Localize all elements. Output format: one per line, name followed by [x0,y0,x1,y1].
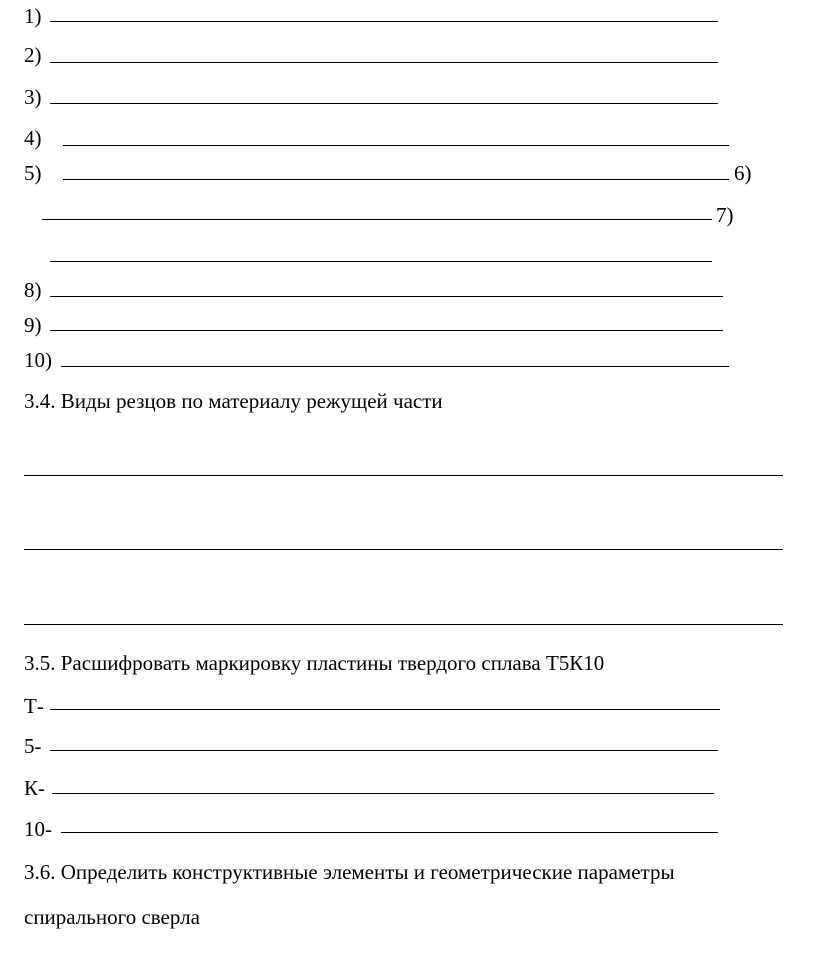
list-label-6: 6) [734,161,752,185]
answer-line-7[interactable] [50,261,712,262]
answer-line-8[interactable] [50,296,723,297]
answer-line-marking-10[interactable] [61,832,718,833]
list-label-2: 2) [24,43,42,67]
answer-line-3[interactable] [50,103,718,104]
section-3-6-heading-line2: спирального сверла [24,905,200,929]
answer-line-marking-t[interactable] [50,709,720,710]
list-label-9: 9) [24,313,42,337]
answer-line-marking-5[interactable] [50,750,718,751]
section-3-6-heading-line1: 3.6. Определить конструктивные элементы и геометрические параметры [24,860,675,884]
answer-line-3-4-a[interactable] [24,475,783,476]
list-label-7: 7) [716,203,734,227]
marking-label-10: 10- [24,817,52,841]
list-label-4: 4) [24,126,42,150]
marking-label-k: К- [24,776,45,800]
list-label-1: 1) [24,4,42,28]
list-label-10: 10) [24,348,52,372]
list-label-3: 3) [24,85,42,109]
answer-line-marking-k[interactable] [52,793,714,794]
answer-line-3-4-b[interactable] [24,549,783,550]
answer-line-1[interactable] [50,21,718,22]
answer-line-9[interactable] [50,330,723,331]
answer-line-10[interactable] [61,366,729,367]
marking-label-5: 5- [24,734,42,758]
answer-line-2[interactable] [50,62,718,63]
section-3-5-heading: 3.5. Расшифровать маркировку пластины твердого сплава Т5К10 [24,651,605,675]
list-label-5: 5) [24,161,42,185]
answer-line-4[interactable] [63,145,729,146]
section-3-4-heading: 3.4. Виды резцов по материалу режущей части [24,389,443,413]
answer-line-5[interactable] [63,179,729,180]
answer-line-3-4-c[interactable] [24,624,783,625]
marking-label-t: Т- [24,694,44,718]
answer-line-6[interactable] [42,219,712,220]
list-label-8: 8) [24,278,42,302]
